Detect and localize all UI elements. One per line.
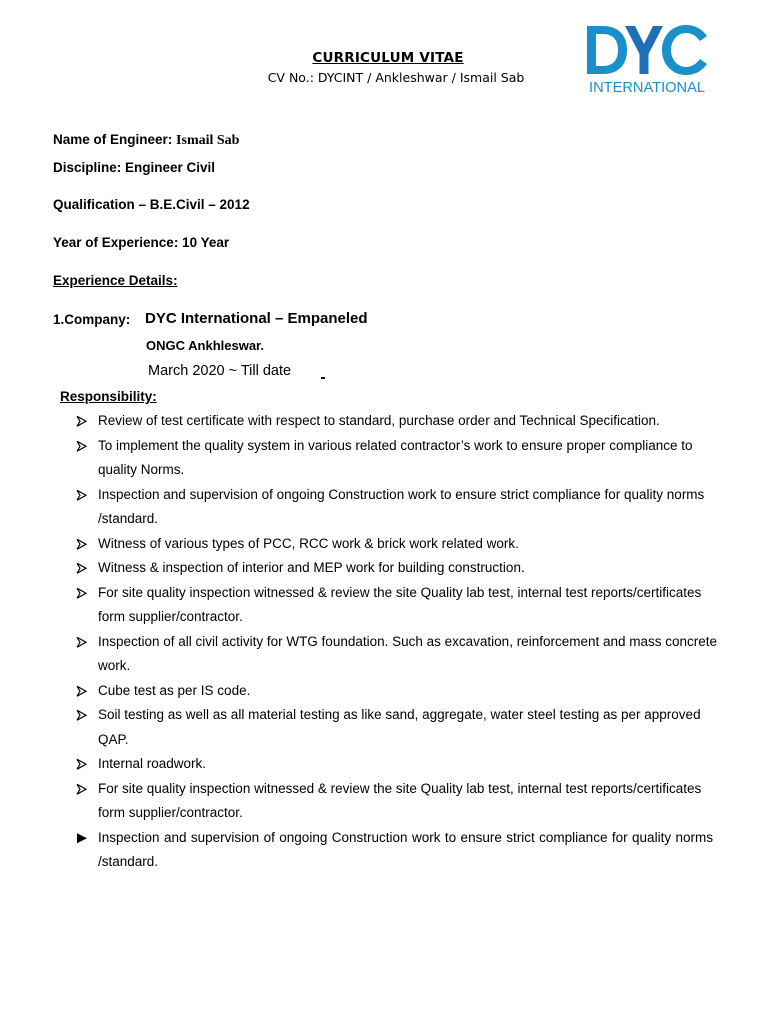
experience-years-row: Year of Experience: 10 Year bbox=[53, 235, 230, 250]
arrow-bullet-icon bbox=[75, 556, 89, 581]
list-item: Witness of various types of PCC, RCC work & brick work related work. bbox=[75, 532, 725, 557]
list-item: Inspection and supervision of ongoing Construction work to ensure strict compliance for quality norms /standard. bbox=[75, 483, 725, 532]
arrow-bullet-icon bbox=[75, 826, 89, 851]
dyc-international-logo bbox=[583, 22, 711, 98]
arrow-bullet-icon bbox=[75, 777, 89, 802]
responsibility-heading: Responsibility: bbox=[60, 389, 157, 404]
list-item: Review of test certificate with respect to standard, purchase order and Technical Specification. bbox=[75, 409, 725, 434]
list-item: Inspection of all civil activity for WTG foundation. Such as excavation, reinforcement and mass concrete work. bbox=[75, 630, 725, 679]
arrow-bullet-icon bbox=[75, 434, 89, 459]
dash-mark bbox=[321, 377, 325, 379]
list-item: Cube test as per IS code. bbox=[75, 679, 725, 704]
experience-details-heading: Experience Details: bbox=[53, 273, 178, 288]
arrow-bullet-icon bbox=[75, 581, 89, 606]
arrow-bullet-icon bbox=[75, 409, 89, 434]
list-item: Witness & inspection of interior and MEP work for building construction. bbox=[75, 556, 725, 581]
arrow-bullet-icon bbox=[75, 752, 89, 777]
engineer-name-value: Ismail Sab bbox=[176, 133, 240, 148]
arrow-bullet-icon bbox=[75, 483, 89, 508]
engineer-name-row bbox=[53, 132, 239, 149]
cv-number: CV No.: DYCINT / Ankleshwar / Ismail Sab bbox=[267, 70, 525, 85]
discipline-row: Discipline: Engineer Civil bbox=[53, 160, 216, 175]
list-item: For site quality inspection witnessed & review the site Quality lab test, internal test reports/certificates form supplier/contractor. bbox=[75, 777, 725, 826]
company-period: March 2020 ~ Till date bbox=[148, 363, 292, 379]
company-place: ONGC Ankhleswar. bbox=[146, 338, 264, 353]
list-item: Internal roadwork. bbox=[75, 752, 725, 777]
arrow-bullet-icon bbox=[75, 630, 89, 655]
company-label: 1.Company: bbox=[53, 312, 131, 327]
list-item: To implement the quality system in various related contractor’s work to ensure proper compliance to quality Norms. bbox=[75, 434, 725, 483]
engineer-name-label: Name of Engineer: bbox=[53, 132, 173, 147]
arrow-bullet-icon bbox=[75, 532, 89, 557]
arrow-bullet-icon bbox=[75, 703, 89, 728]
document-title: CURRICULUM VITAE bbox=[312, 50, 464, 66]
arrow-bullet-icon bbox=[75, 679, 89, 704]
list-item: For site quality inspection witnessed & review the site Quality lab test, internal test reports/certificates form supplier/contractor. bbox=[75, 581, 725, 630]
company-name: DYC International – Empaneled bbox=[145, 310, 368, 327]
responsibility-list bbox=[75, 409, 725, 875]
logo-subtitle: INTERNATIONAL bbox=[589, 80, 705, 96]
list-item: Soil testing as well as all material testing as like sand, aggregate, water steel testing as per approved QAP. bbox=[75, 703, 725, 752]
qualification-row: Qualification – B.E.Civil – 2012 bbox=[53, 197, 250, 212]
list-item: Inspection and supervision of ongoing Construction work to ensure strict compliance for quality norms /standard. bbox=[75, 826, 713, 875]
